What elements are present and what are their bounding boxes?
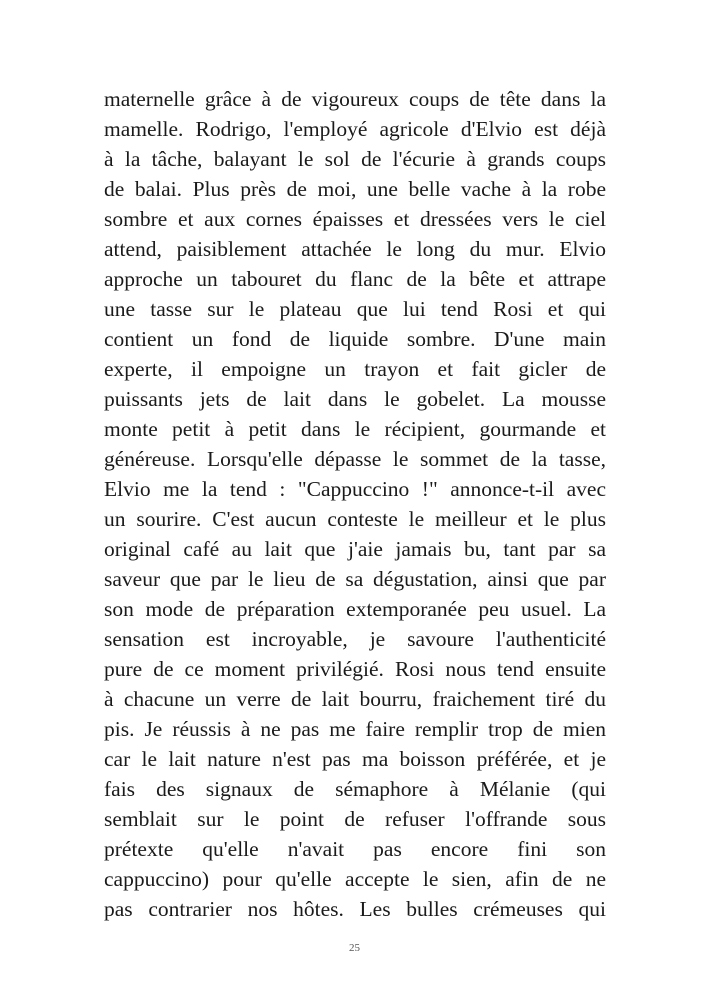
body-paragraph [104, 84, 606, 924]
text-line: original café au lait que j'aie jamais bu, tant par sa [104, 537, 606, 561]
text-line: un sourire. C'est aucun conteste le meilleur et le plus [104, 507, 606, 531]
text-line: pis. Je réussis à ne pas me faire remplir trop de mien [104, 717, 606, 741]
text-line: de balai. Plus près de moi, une belle vache à la robe [104, 177, 606, 201]
text-line: pas contrarier nos hôtes. Les bulles crémeuses qui [104, 897, 606, 921]
text-line: monte petit à petit dans le récipient, gourmande et [104, 417, 606, 441]
text-line: experte, il empoigne un trayon et fait gicler de [104, 357, 606, 381]
text-line: Elvio me la tend : "Cappuccino !" annonce-t-il avec [104, 477, 606, 501]
text-line: à chacune un verre de lait bourru, fraichement tiré du [104, 687, 606, 711]
text-line: généreuse. Lorsqu'elle dépasse le sommet de la tasse, [104, 447, 606, 471]
text-line: sombre et aux cornes épaisses et dressées vers le ciel [104, 207, 606, 231]
text-line: attend, paisiblement attachée le long du mur. Elvio [104, 237, 606, 261]
text-line: prétexte qu'elle n'avait pas encore fini son [104, 837, 606, 861]
text-line: saveur que par le lieu de sa dégustation, ainsi que par [104, 567, 606, 591]
text-line: car le lait nature n'est pas ma boisson préférée, et je [104, 747, 606, 771]
text-line: contient un fond de liquide sombre. D'une main [104, 327, 606, 351]
text-line: une tasse sur le plateau que lui tend Rosi et qui [104, 297, 606, 321]
text-line: pure de ce moment privilégié. Rosi nous tend ensuite [104, 657, 606, 681]
text-line: puissants jets de lait dans le gobelet. La mousse [104, 387, 606, 411]
text-line: à la tâche, balayant le sol de l'écurie à grands coups [104, 147, 606, 171]
text-line: semblait sur le point de refuser l'offrande sous [104, 807, 606, 831]
text-line: maternelle grâce à de vigoureux coups de tête dans la [104, 87, 606, 111]
text-line: fais des signaux de sémaphore à Mélanie (qui [104, 777, 606, 801]
text-line: mamelle. Rodrigo, l'employé agricole d'Elvio est déjà [104, 117, 606, 141]
text-line: approche un tabouret du flanc de la bête et attrape [104, 267, 606, 291]
text-line: son mode de préparation extemporanée peu usuel. La [104, 597, 606, 621]
text-line: sensation est incroyable, je savoure l'authenticité [104, 627, 606, 651]
page-number: 25 [349, 942, 360, 954]
text-line: cappuccino) pour qu'elle accepte le sien, afin de ne [104, 867, 606, 891]
